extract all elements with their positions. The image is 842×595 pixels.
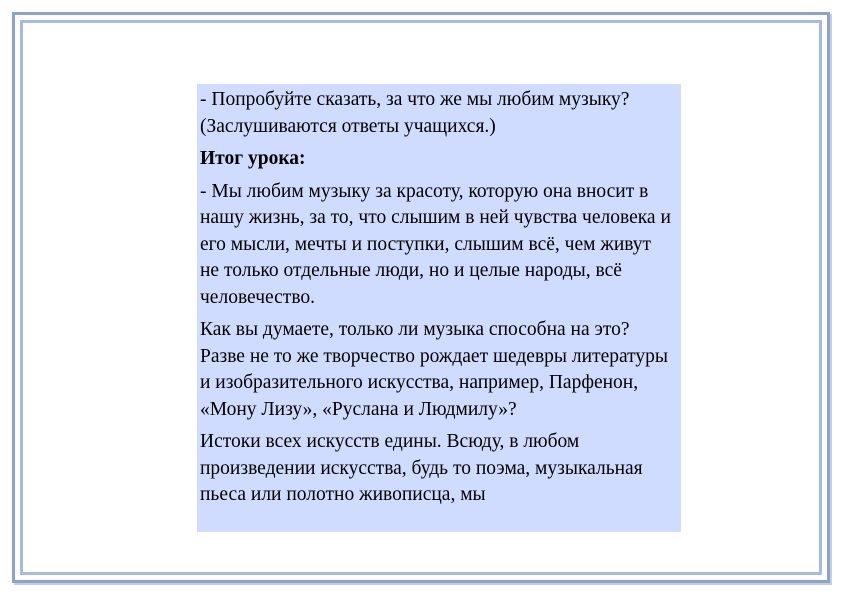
question-paragraph: - Попробуйте сказать, за что же мы любим музыку? (Заслушиваются ответы учащихся.) bbox=[200, 89, 630, 137]
summary-heading: Итог урока: bbox=[200, 148, 306, 169]
summary-answer-paragraph: - Мы любим музыку за красоту, которую она вносит в нашу жизнь, за то, что слышим в ней чувства человека и его мысли, мечты и поступки, слышим всё, чем живут не только отдельные люди, но и целые народы, всё человечество. bbox=[200, 180, 671, 308]
origins-paragraph: Истоки всех искусств едины. Всюду, в любом произведении искусства, будь то поэма, музыкальная пьеса или полотно живописца, мы bbox=[200, 431, 643, 505]
lesson-text-block bbox=[197, 84, 681, 532]
reflection-paragraph: Как вы думаете, только ли музыка способна на это? Разве не то же творчество рождает шедевры литературы и изобразительного искусства, например, Парфенон, «Мону Лизу», «Руслана и Людмилу»? bbox=[200, 319, 669, 420]
